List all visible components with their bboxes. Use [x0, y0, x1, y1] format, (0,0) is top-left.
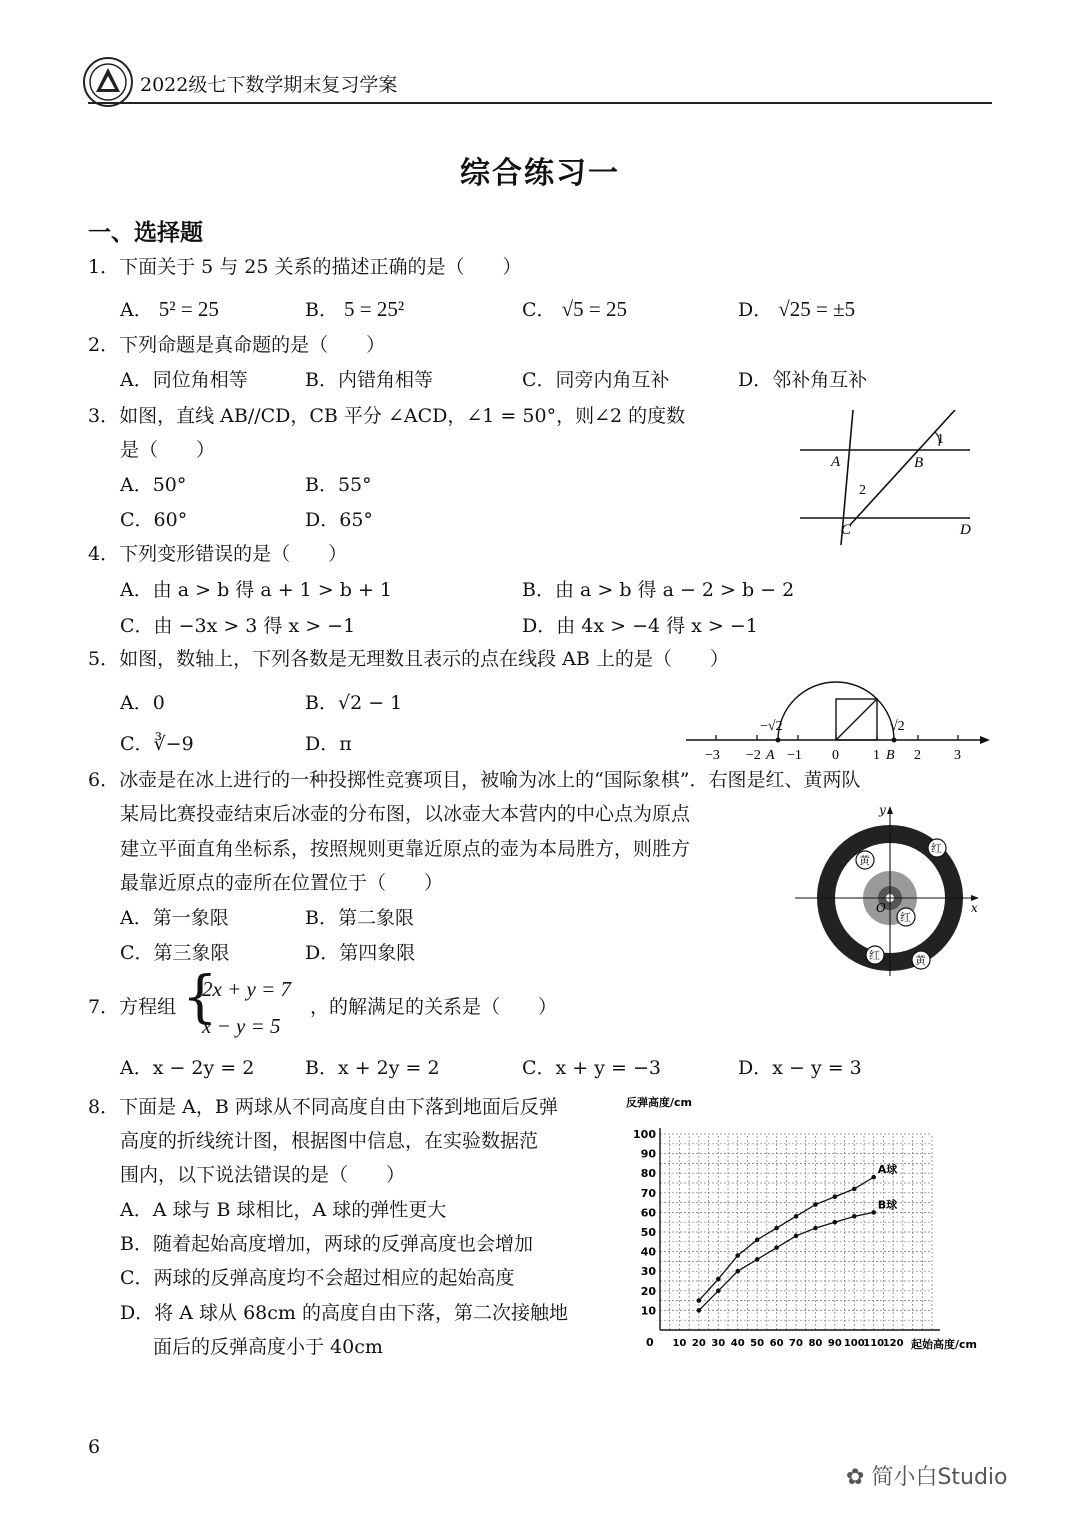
x-tick-label: 110 [863, 1338, 885, 1349]
x-tick-label: 40 [730, 1338, 745, 1349]
q6-option-b: B．第二象限 [305, 907, 414, 929]
wechat-icon: ✿ [846, 1465, 865, 1490]
chart-ylabel: 反弹高度/cm [626, 1096, 692, 1109]
stone-yellow-1: 黄 [859, 854, 870, 867]
axis-y-label: y [879, 803, 886, 817]
x-tick-label: 120 [882, 1338, 904, 1349]
q4-option-b: B．由 a > b 得 a − 2 > b − 2 [522, 579, 795, 601]
q1-option-d: D． √25 = ±5 [738, 297, 856, 321]
y-tick-label: 70 [640, 1186, 656, 1200]
mark-neg-sqrt2: −√2 [760, 719, 783, 734]
q1-option-c: C． √5 = 25 [522, 297, 627, 321]
tick-B: B [886, 748, 895, 763]
y-tick-label: 20 [640, 1284, 656, 1298]
data-point-b [813, 1226, 818, 1231]
question-5-text: 如图，数轴上，下列各数是无理数且表示的点在线段 AB 上的是（ ） [119, 648, 729, 670]
q2-option-b: B．内错角相等 [305, 369, 433, 391]
q7-option-d: D．x − y = 3 [738, 1057, 862, 1079]
axis-x-label: x [971, 901, 978, 915]
y-tick-label: 90 [640, 1147, 656, 1161]
tick-neg1: −1 [787, 748, 802, 763]
data-point-a [794, 1214, 799, 1219]
series-label-a: A球 [877, 1163, 898, 1177]
tick-0: 0 [832, 748, 839, 763]
question-8-line-3: 围内，以下说法错误的是（ ） [120, 1164, 406, 1186]
x-tick-label: 70 [789, 1338, 803, 1349]
question-3: 3．如图，直线 AB//CD，CB 平分 ∠ACD，∠1 = 50°，则∠2 的度数 [88, 405, 686, 427]
series-line-a [699, 1177, 874, 1300]
data-point-b [716, 1289, 721, 1294]
system-brace: { [182, 965, 218, 1030]
question-6-text: 冰壶是在冰上进行的一种投掷性竞赛项目，被喻为冰上的“国际象棋”．右图是红、黄两队 [119, 769, 861, 791]
y-tick-label: 60 [640, 1206, 656, 1220]
mark-sqrt2: √2 [890, 719, 905, 734]
q7-option-c: C．x + y = −3 [522, 1057, 661, 1079]
q6-option-c: C．第三象限 [120, 942, 230, 964]
y-tick-label: 10 [640, 1304, 656, 1318]
q8-option-d-cont: 面后的反弹高度小于 40cm [153, 1336, 383, 1358]
question-8-text: 下面是 A，B 两球从不同高度自由下落到地面后反弹 [119, 1096, 558, 1118]
q3-parallel-lines-figure [795, 410, 980, 550]
data-point-b [697, 1308, 702, 1313]
origin-label: O [876, 901, 886, 915]
data-point-a [774, 1226, 779, 1231]
label-C: C [841, 522, 852, 538]
x-tick-label: 10 [672, 1338, 687, 1349]
page-title: 综合练习一 [460, 156, 620, 191]
data-point-b [735, 1269, 740, 1274]
stone-red-2: 红 [900, 911, 911, 924]
data-point-a [735, 1253, 740, 1258]
question-6-line-3: 建立平面直角坐标系，按照规则更靠近原点的壶为本局胜方，则胜方 [120, 838, 691, 860]
q5-option-c: C．∛−9 [120, 733, 194, 755]
q3-option-d: D．65° [305, 509, 373, 531]
q3-option-a: A．50° [120, 474, 187, 496]
data-point-a [755, 1238, 760, 1243]
q5-number-line-figure [684, 680, 994, 766]
question-6: 6．冰壶是在冰上进行的一种投掷性竞赛项目，被喻为冰上的“国际象棋”．右图是红、黄两队 [88, 769, 861, 791]
question-2: 2．下列命题是真命题的是（ ） [88, 334, 386, 356]
label-D: D [960, 522, 971, 538]
question-7: 7．方程组 [88, 996, 177, 1018]
q2-option-a: A．同位角相等 [120, 369, 248, 391]
header-title: 2022级七下数学期末复习学案 [140, 74, 398, 96]
x-tick-label: 30 [711, 1338, 726, 1349]
q1-option-b: B． 5 = 25² [305, 297, 405, 321]
q4-option-d: D．由 4x > −4 得 x > −1 [522, 615, 758, 637]
y-tick-label: 100 [633, 1128, 656, 1141]
equation-2: x − y = 5 [202, 1014, 281, 1038]
data-point-b [871, 1210, 876, 1215]
y-tick-label: 30 [640, 1265, 656, 1279]
q5-option-a: A．0 [120, 692, 165, 714]
data-point-a [833, 1194, 838, 1199]
y-tick-label: 80 [640, 1167, 656, 1181]
tick-neg3: −3 [705, 748, 720, 763]
chart-xlabel: 起始高度/cm [911, 1338, 977, 1351]
q7-option-a: A．x − 2y = 2 [120, 1057, 255, 1079]
question-4: 4．下列变形错误的是（ ） [88, 543, 348, 565]
x-tick-label: 100 [843, 1338, 865, 1349]
x-tick-label: 20 [691, 1338, 706, 1349]
q8-option-d: D．将 A 球从 68cm 的高度自由下落，第二次接触地 [120, 1302, 568, 1324]
question-8: 8．下面是 A，B 两球从不同高度自由下落到地面后反弹 [88, 1096, 558, 1118]
question-3-text: 如图，直线 AB//CD，CB 平分 ∠ACD，∠1 = 50°，则∠2 的度数 [119, 405, 686, 427]
q2-option-c: C．同旁内角互补 [522, 369, 670, 391]
y-tick-label: 50 [640, 1226, 656, 1239]
q3-option-c: C．60° [120, 509, 188, 531]
data-point-a [716, 1277, 721, 1282]
question-4-text: 下列变形错误的是（ ） [119, 543, 348, 565]
bounce-height-chart [620, 1088, 992, 1358]
tick-3: 3 [954, 748, 961, 763]
x-tick-label: 90 [827, 1338, 842, 1349]
data-point-a [852, 1187, 857, 1192]
q6-curling-figure [795, 800, 985, 980]
question-6-line-2: 某局比赛投壶结束后冰壶的分布图，以冰壶大本营内的中心点为原点 [120, 803, 691, 825]
question-2-text: 下列命题是真命题的是（ ） [119, 334, 386, 356]
q4-option-a: A．由 a > b 得 a + 1 > b + 1 [120, 579, 392, 601]
q4-option-c: C．由 −3x > 3 得 x > −1 [120, 615, 356, 637]
q1-option-a: A． 5² = 25 [120, 297, 219, 321]
label-B: B [914, 455, 924, 471]
q3-option-b: B．55° [305, 474, 372, 496]
tick-2: 2 [914, 748, 921, 763]
label-angle-1: 1 [937, 432, 944, 447]
q5-option-d: D．π [305, 733, 352, 755]
label-A: A [831, 454, 841, 470]
question-6-line-4: 最靠近原点的壶所在位置位于（ ） [120, 872, 444, 894]
data-point-a [697, 1298, 702, 1303]
x-tick-label: 80 [808, 1338, 823, 1349]
data-point-b [852, 1214, 857, 1219]
series-label-b: B球 [877, 1198, 898, 1212]
data-point-b [774, 1245, 779, 1250]
y-tick-label: 40 [640, 1245, 656, 1259]
q6-option-a: A．第一象限 [120, 907, 229, 929]
label-angle-2: 2 [859, 483, 866, 498]
question-7-text-after: ，的解满足的关系是（ ） [310, 996, 558, 1018]
x-tick-label: 60 [769, 1338, 784, 1349]
q5-option-b: B．√2 − 1 [305, 692, 403, 714]
question-8-line-2: 高度的折线统计图，根据图中信息，在实验数据范 [120, 1130, 539, 1152]
data-point-b [833, 1220, 838, 1225]
watermark: ✿ 简小白Studio [846, 1465, 1008, 1490]
page-number: 6 [88, 1436, 101, 1458]
question-7-text: 方程组 [119, 996, 177, 1018]
q2-option-d: D．邻补角互补 [738, 369, 868, 391]
section-heading: 一、选择题 [88, 219, 203, 246]
equation-1: 2x + y = 7 [202, 977, 291, 1001]
q7-option-b: B．x + 2y = 2 [305, 1057, 440, 1079]
question-3-text-cont: 是（ ） [120, 439, 216, 461]
header-divider [88, 102, 992, 104]
data-point-b [794, 1234, 799, 1239]
tick-A: A [766, 748, 775, 763]
x-origin-label: 0 [646, 1336, 654, 1349]
q8-option-b: B．随着起始高度增加，两球的反弹高度也会增加 [120, 1233, 533, 1255]
q6-option-d: D．第四象限 [305, 942, 416, 964]
x-tick-label: 50 [750, 1338, 765, 1349]
tick-1: 1 [873, 748, 880, 763]
question-1: 1．下面关于 5 与 25 关系的描述正确的是（ ） [88, 256, 522, 278]
data-point-a [813, 1202, 818, 1207]
stone-yellow-2: 黄 [915, 954, 926, 967]
tick-neg2: −2 [746, 748, 761, 763]
data-point-a [871, 1175, 876, 1180]
stone-red-1: 红 [931, 842, 942, 855]
data-point-b [755, 1257, 760, 1262]
q8-option-a: A．A 球与 B 球相比，A 球的弹性更大 [120, 1199, 447, 1221]
question-1-text: 下面关于 5 与 25 关系的描述正确的是（ ） [119, 256, 522, 278]
school-logo [82, 56, 134, 108]
question-5: 5．如图，数轴上，下列各数是无理数且表示的点在线段 AB 上的是（ ） [88, 648, 729, 670]
q8-option-c: C．两球的反弹高度均不会超过相应的起始高度 [120, 1267, 515, 1289]
stone-red-3: 红 [869, 949, 880, 962]
